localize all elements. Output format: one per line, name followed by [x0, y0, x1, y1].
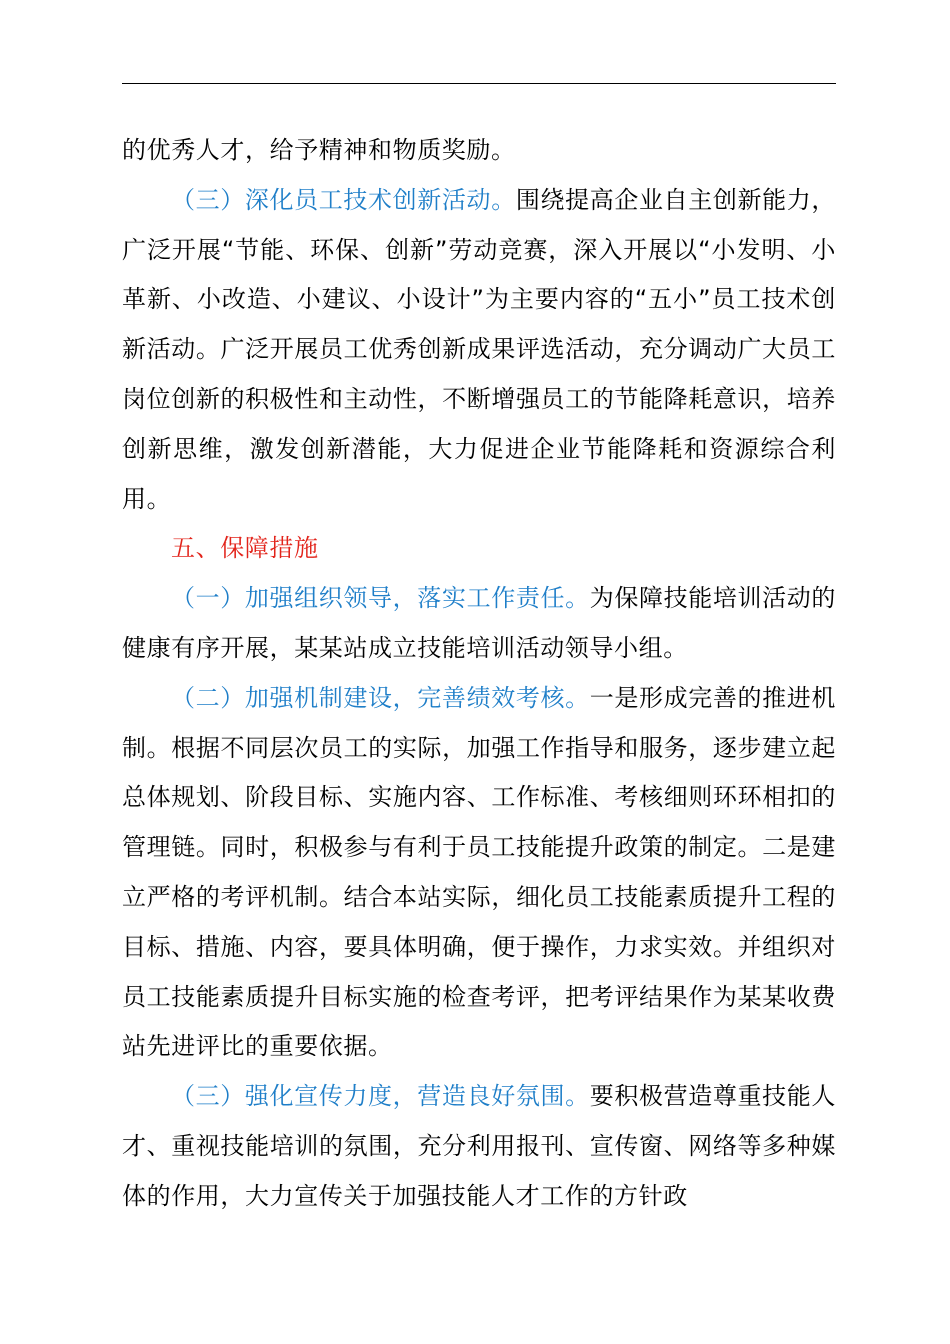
paragraph-text: 围绕提高企业自主创新能力，广泛开展“节能、环保、创新”劳动竞赛，深入开展以“小发明、小革新、小改造、小建议、小设计”为主要内容的“五小”员工技术创新活动。广泛开展员工优秀创新成果评选活动，充分调动广大员工岗位创新的积极性和主动性，不断增强员工的节能降耗意识，培养创新思维，激发创新潜能，大力促进企业节能降耗和资源综合利用。	[122, 185, 836, 513]
paragraph-continuation	[122, 126, 836, 176]
subheading-publicity: （三）强化宣传力度，营造良好氛围。	[171, 1082, 590, 1111]
paragraph-mechanism	[122, 674, 836, 1072]
section-heading-text: 五、保障措施	[171, 534, 319, 563]
paragraph-text: 一是形成完善的推进机制。根据不同层次员工的实际，加强工作指导和服务，逐步建立起总体规划、阶段目标、实施内容、工作标准、考核细则环环相扣的管理链。同时，积极参与有利于员工技能提升政策的制定。二是建立严格的考评机制。结合本站实际，细化员工技能素质提升工程的目标、措施、内容，要具体明确，便于操作，力求实效。并组织对员工技能素质提升目标实施的检查考评，把考评结果作为某某收费站先进评比的重要依据。	[122, 683, 837, 1061]
paragraph-text: 为保障技能培训活动的健康有序开展，某某站成立技能培训活动领导小组。	[122, 584, 837, 662]
paragraph-text: 的优秀人才，给予精神和物质奖励。	[122, 136, 516, 164]
paragraph-innovation	[122, 176, 836, 525]
paragraph-leadership	[122, 574, 836, 674]
document-body	[122, 126, 836, 1222]
paragraph-text: 要积极营造尊重技能人才、重视技能培训的氛围，充分利用报刊、宣传窗、网络等多种媒体的作用，大力宣传关于加强技能人才工作的方针政	[122, 1082, 837, 1210]
subheading-mechanism: （二）加强机制建设，完善绩效考核。	[171, 683, 590, 712]
section-heading-safeguards	[122, 524, 836, 574]
paragraph-publicity	[122, 1072, 836, 1221]
subheading-innovation: （三）深化员工技术创新活动。	[171, 185, 516, 214]
header-rule	[122, 83, 836, 84]
subheading-leadership: （一）加强组织领导，落实工作责任。	[171, 584, 590, 613]
